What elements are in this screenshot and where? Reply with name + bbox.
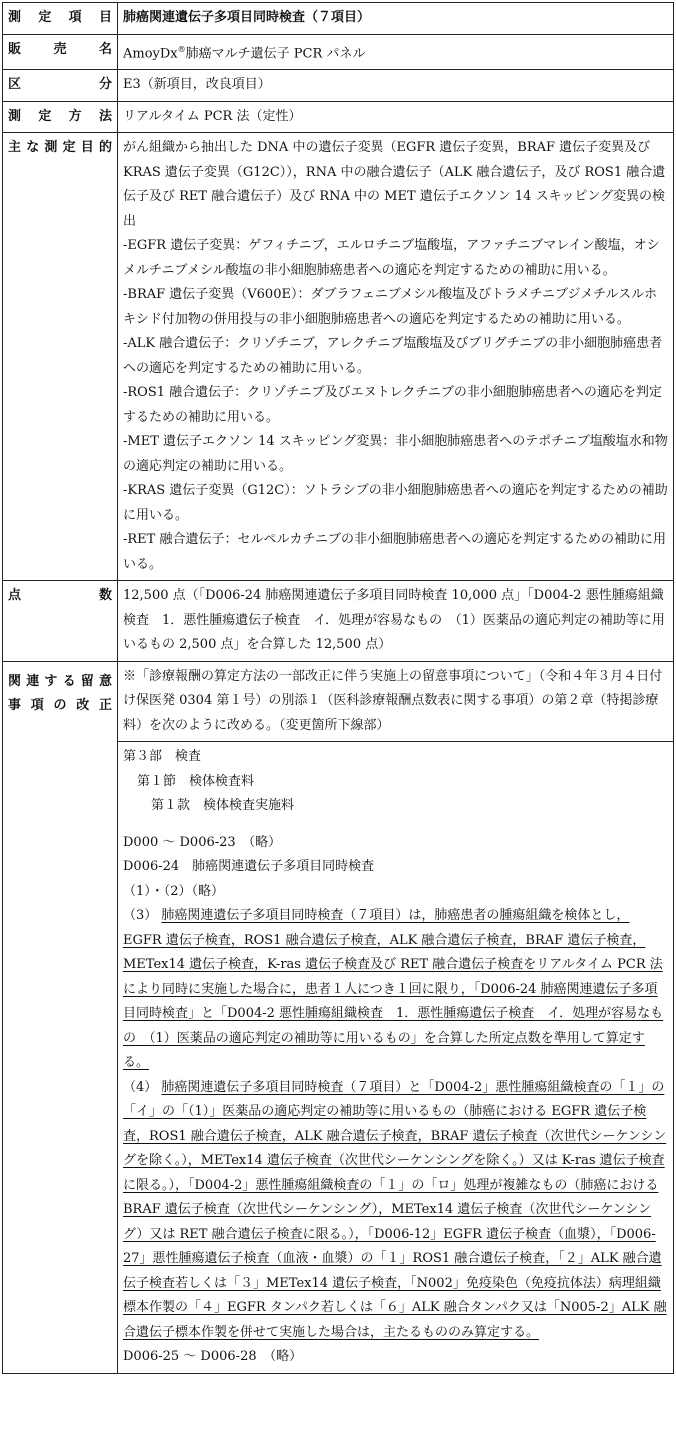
- label-notes-line1: 関連する留意: [8, 673, 112, 689]
- row-sales-name: [3, 34, 674, 70]
- sales-name-rest: 肺癌マルチ遺伝子 PCR パネル: [185, 45, 366, 61]
- label-category: 区分: [3, 70, 118, 102]
- value-purpose: [118, 133, 674, 581]
- label-points: 点数: [3, 581, 118, 662]
- value-sales-name: [118, 34, 674, 70]
- label-method: 測定方法: [3, 101, 118, 133]
- notes-body: [118, 742, 674, 1374]
- notes-item-4-number: （4）: [123, 1079, 158, 1095]
- purpose-paragraph: がん組織から抽出した DNA 中の遺伝子変異（EGFR 遺伝子変異，BRAF 遺伝子変異及び KRAS 遺伝子変異（G12C）），RNA 中の融合遺伝子（ALK 融合遺伝子，及び ROS1 融合遺伝子及び RET 融合遺伝子）及び RNA 中の MET 遺伝子エクソン 14 スキッピング変異の検出: [123, 140, 666, 229]
- notes-range-2: D006-25 ～ D006-28 （略）: [123, 1349, 303, 1365]
- registered-mark: ®: [177, 44, 186, 54]
- purpose-paragraph: -RET 融合遺伝子：セルペルカチニブの非小細胞肺癌患者への適応を判定するための補助に用いる。: [123, 532, 666, 572]
- notes-item-3-text: 肺癌関連遺伝子多項目同時検査（７項目）は，肺癌患者の腫瘍組織を検体とし，EGFR 遺伝子検査，ROS1 融合遺伝子検査，ALK 融合遺伝子検査，BRAF 遺伝子検査，METex14 遺伝子検査，K-ras 遺伝子検査及び RET 融合遺伝子検査をリアルタイム PCR 法により同時に実施した場合に，患者１人につき１回に限り，「D006-24 肺癌関連遺伝子多項目同時検査」と「D004-2 悪性腫瘍組織検査 1．悪性腫瘍遺伝子検査 イ．処理が容易なもの （1）医薬品の適応判定の補助等に用いるもの」を合算した所定点数を準用して算定する。: [123, 908, 664, 1071]
- label-sales-name: 販売名: [3, 34, 118, 70]
- notes-heading: D006-24 肺癌関連遺伝子多項目同時検査: [123, 859, 375, 875]
- notes-range-1: D000 ～ D006-23 （略）: [123, 834, 282, 850]
- label-notes-line2: 事項の改正: [8, 697, 112, 713]
- spacer: [123, 819, 668, 831]
- row-notes: [3, 661, 674, 742]
- purpose-paragraph: -BRAF 遺伝子変異（V600E）：ダブラフェニブメシル酸塩及びトラメチニブジメチルスルホキシド付加物の併用投与の非小細胞肺癌患者への適応を判定するための補助に用いる。: [123, 287, 658, 327]
- value-method: リアルタイム PCR 法（定性）: [118, 101, 674, 133]
- label-measurement-item: 測定項目: [3, 3, 118, 35]
- row-category: [3, 70, 674, 102]
- value-measurement-item: 肺癌関連遺伝子多項目同時検査（７項目）: [118, 3, 674, 35]
- purpose-paragraph: -ROS1 融合遺伝子：クリゾチニブ及びエヌトレクチニブの非小細胞肺癌患者への適応を判定するための補助に用いる。: [123, 385, 662, 425]
- notes-item-4-text: 肺癌関連遺伝子多項目同時検査（７項目）と「D004-2」悪性腫瘍組織検査の「１」の「イ」の「（1）」医薬品の適応判定の補助等に用いるもの（肺癌における EGFR 遺伝子検査，ROS1 融合遺伝子検査，ALK 融合遺伝子検査，BRAF 遺伝子検査（次世代シーケンシングを除く。），METex14 遺伝子検査（次世代シーケンシングを除く。）又は K-ras 遺伝子検査に限る。），「D004-2」悪性腫瘍組織検査の「１」の「ロ」処理が複雑なもの（肺癌における BRAF 遺伝子検査（次世代シーケンシング），METex14 遺伝子検査（次世代シーケンシング）又は RET 融合遺伝子検査に限る。），「D006-12」EGFR 遺伝子検査（血漿），「D006-27」悪性腫瘍遺伝子検査（血液・血漿）の「１」ROS1 融合遺伝子検査，「２」ALK 融合遺伝子検査若しくは「３」METex14 遺伝子検査，「N002」免疫染色（免疫抗体法）病理組織標本作製の「４」EGFR タンパク若しくは「６」ALK 融合タンパク又は「N005-2」ALK 融合遺伝子標本作製を併せて実施した場合は，主たるもののみ算定する。: [123, 1079, 667, 1340]
- purpose-paragraph: -ALK 融合遺伝子：クリゾチニブ，アレクチニブ塩酸塩及びブリグチニブの非小細胞肺癌患者への適応を判定するための補助に用いる。: [123, 336, 663, 376]
- label-purpose: 主な測定目的: [3, 133, 118, 581]
- notes-item-1-2: （1）・（2）（略）: [123, 883, 225, 899]
- sales-name-brand: AmoyDx: [123, 45, 178, 61]
- row-method: [3, 101, 674, 133]
- row-points: [3, 581, 674, 662]
- notes-intro: ※「診療報酬の算定方法の一部改正に伴う実施上の留意事項について」（令和４年３月４日付け保医発 0304 第１号）の別添１（医科診療報酬点数表に関する事項）の第２章（特掲診療料）を次のように改める。（変更箇所下線部）: [118, 661, 674, 742]
- notes-item-3-number: （3）: [123, 908, 158, 924]
- row-purpose: [3, 133, 674, 581]
- value-category: E3（新項目，改良項目）: [118, 70, 674, 102]
- notes-item-4: [123, 1076, 668, 1346]
- notes-part: 第３部 検査: [123, 749, 202, 765]
- document-table: [2, 2, 674, 1374]
- row-measurement-item: [3, 3, 674, 35]
- purpose-paragraph: -MET 遺伝子エクソン 14 スキッピング変異：非小細胞肺癌患者へのテポチニブ塩酸塩水和物の適応判定の補助に用いる。: [123, 434, 668, 474]
- notes-item-3: [123, 904, 668, 1076]
- purpose-paragraph: -EGFR 遺伝子変異：ゲフィチニブ，エルロチニブ塩酸塩，アファチニブマレイン酸塩，オシメルチニブメシル酸塩の非小細胞肺癌患者への適応を判定するための補助に用いる。: [123, 238, 660, 278]
- label-notes: [3, 661, 118, 1373]
- notes-subsection: 第１款 検体検査実施料: [151, 798, 295, 814]
- value-points: 12,500 点（「D006-24 肺癌関連遺伝子多項目同時検査 10,000 点」「D004-2 悪性腫瘍組織検査 1．悪性腫瘍遺伝子検査 イ．処理が容易なもの （1）医薬品の適応判定の補助等に用いるもの 2,500 点」を合算した 12,500 点）: [118, 581, 674, 662]
- purpose-paragraph: -KRAS 遺伝子変異（G12C）：ソトラシブの非小細胞肺癌患者への適応を判定するための補助に用いる。: [123, 483, 668, 523]
- notes-section: 第１節 検体検査料: [137, 773, 255, 789]
